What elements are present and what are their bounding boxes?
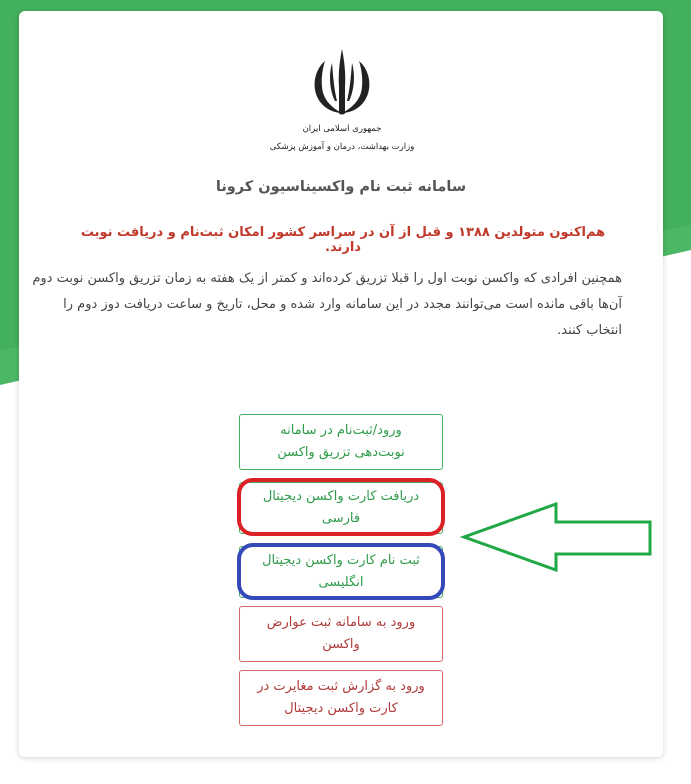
persian-vaccine-card-button[interactable]: دریافت کارت واکسن دیجیتال فارسی (239, 482, 443, 534)
info-paragraph: همچنین افرادی که واکسن نوبت اول را قبلا تزریق کرده‌اند و کمتر از یک هفته به زمان تزریق واکسن نوبت دوم آن‌ها باقی مانده است می‌توانند مجدد در این سامانه وارد شده و محل، تاریخ و ساعت دریافت دوز دوم را انتخاب کنند. (32, 271, 622, 338)
red-highlight-ring (237, 478, 445, 536)
emblem-caption-2: وزارت بهداشت، درمان و آموزش پزشکی (269, 142, 415, 152)
side-effects-system-button[interactable]: ورود به سامانه ثبت عوارض واکسن (239, 606, 443, 662)
iran-emblem-icon (269, 43, 415, 161)
blue-highlight-ring (237, 543, 445, 600)
left-arrow-outline-icon (460, 500, 656, 574)
registration-notice: هم‌اکنون متولدین ۱۳۸۸ و قبل از آن در سراسر کشور امکان ثبت‌نام و دریافت نوبت دارند. (80, 225, 606, 255)
register-vaccination-button[interactable]: ورود/ثبت‌نام در سامانه نوبت‌دهی تزریق واکسن (239, 414, 443, 470)
english-vaccine-card-button[interactable]: ثبت نام کارت واکسن دیجیتال انگلیسی (239, 546, 443, 598)
card-discrepancy-report-button[interactable]: ورود به گزارش ثبت مغایرت در کارت واکسن دیجیتال (239, 670, 443, 726)
page-title: سامانه ثبت نام واکسیناسیون کرونا (215, 179, 467, 195)
emblem-caption-1: جمهوری اسلامی ایران (302, 124, 382, 134)
